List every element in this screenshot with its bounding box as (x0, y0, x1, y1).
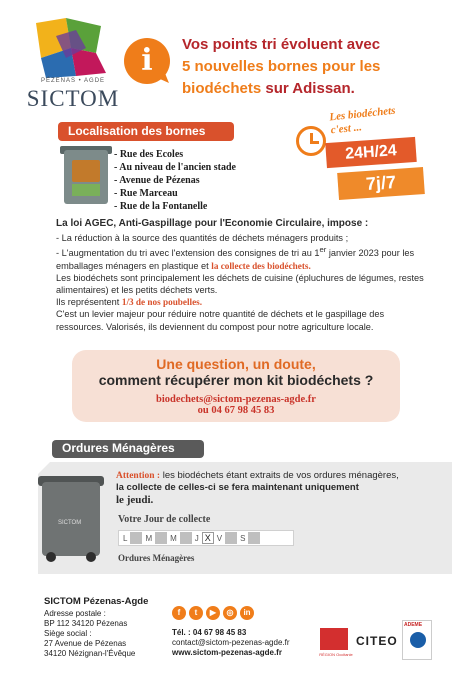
law-item-2: - L'augmentation du tri avec l'extension des consignes de tri au 1er janvier 2023 pour les emballages ménagers en plastique et la collecte des biodéchets. (56, 245, 415, 271)
localisation-title: Localisation des bornes (58, 122, 234, 141)
law-title: La loi AGEC, Anti-Gaspillage pour l'Economie Circulaire, impose : (56, 218, 369, 229)
attention-text: Attention : les biodéchets étant extraits de vos ordures ménagères, la collecte de celles-ci se fera maintenant uniquement le jeudi. (116, 470, 448, 506)
logo-name: SICTOM (26, 86, 120, 111)
street-item: - Rue Marceau (114, 188, 178, 199)
footer-address: Adresse postale : BP 112 34120 Pézenas Siège social : 27 Avenue de Pézenas 34120 Nézignan-l'Évêque (44, 609, 136, 658)
logo-subtitle: PÉZENAS • AGDE (40, 78, 106, 84)
question-line-2: comment récupérer mon kit biodéchets ? (98, 372, 374, 388)
question-line-1: Une question, un doute, (156, 356, 316, 372)
street-list (114, 148, 236, 213)
footer-title: SICTOM Pézenas-Agde (44, 596, 149, 607)
headline-line-2: 5 nouvelles bornes pour les (182, 58, 381, 75)
headline-biodechets: biodéchets (182, 80, 262, 97)
info-icon: i (124, 38, 170, 84)
law-paragraph-2: Ils représentent 1/3 de nos poubelles. (56, 297, 203, 308)
day-label: M (145, 533, 153, 543)
collection-day-grid (118, 530, 294, 546)
law-paragraph-3: C'est un levier majeur pour réduire notre quantité de déchets et le gaspillage des ressources. Valorisés, ils deviennent du compost pour notre agriculture locale. (56, 309, 385, 332)
law-text (56, 218, 428, 333)
ademe-logo-text: ADEME (404, 622, 423, 628)
day-box (225, 532, 237, 544)
street-item: - Au niveau de l'ancien stade (114, 162, 236, 173)
sictom-logo (18, 18, 128, 111)
day-box (130, 532, 142, 544)
headline (182, 34, 464, 100)
ademe-logo-mark-icon (410, 632, 426, 648)
bin-wheel-icon (86, 552, 96, 562)
headline-line-3: biodéchets sur Adissan. (182, 80, 355, 97)
region-occitanie-caption: RÉGION Occitanie (319, 652, 353, 657)
household-bin-image (42, 482, 100, 556)
footer-contact (172, 628, 290, 658)
street-item: - Avenue de Pézenas (114, 175, 200, 186)
footer-email-link[interactable]: contact@sictom-pezenas-agde.fr (172, 638, 290, 647)
household-bin-label: SICTOM (58, 520, 82, 526)
question-phone[interactable]: ou 04 67 98 45 83 (197, 405, 275, 416)
availability-label: Les biodéchets c'est ... (328, 104, 397, 137)
ordures-panel-corner (38, 462, 50, 474)
day-label: L (123, 533, 128, 543)
day-box (248, 532, 260, 544)
bin-wheel-icon (46, 552, 56, 562)
day-label: M (170, 533, 177, 543)
question-email-link[interactable]: biodechets@sictom-pezenas-agde.fr (156, 394, 316, 405)
social-links (172, 606, 254, 620)
linkedin-icon[interactable]: in (240, 606, 254, 620)
street-item: - Rue de la Fontanelle (114, 201, 208, 212)
question-box (72, 350, 400, 422)
footer-website-link[interactable]: www.sictom-pezenas-agde.fr (172, 648, 282, 657)
day-label: J (194, 533, 199, 543)
day-label: S (240, 533, 246, 543)
attention-label: Attention : (116, 471, 161, 481)
day-box-checked: X (202, 532, 214, 544)
day-box (180, 532, 192, 544)
facebook-icon[interactable]: f (172, 606, 186, 620)
citeo-logo: CITEO (356, 634, 398, 648)
ordures-title: Ordures Ménagères (52, 440, 204, 458)
law-paragraph-1: Les biodéchets sont principalement les déchets de cuisine (épluchures de légumes, restes alimentaires) et les petits déchets verts. (56, 272, 424, 296)
collection-day-title: Votre Jour de collecte (118, 514, 211, 525)
badge-7j: 7j/7 (337, 167, 425, 200)
day-label: V (216, 533, 223, 543)
region-occitanie-logo (320, 628, 348, 650)
collection-day: le jeudi. (116, 494, 154, 506)
clock-hand-minute (310, 141, 319, 144)
youtube-icon[interactable]: ▶ (206, 606, 220, 620)
badge-24h: 24H/24 (325, 137, 417, 168)
twitter-icon[interactable]: t (189, 606, 203, 620)
headline-line-1: Vos points tri évoluent avec (182, 36, 381, 53)
footer-phone[interactable]: Tél. : 04 67 98 45 83 (172, 628, 247, 637)
day-box (155, 532, 167, 544)
street-item: - Rue des Ecoles (114, 149, 184, 160)
logo-mark-icon (26, 18, 116, 78)
instagram-icon[interactable]: ◎ (223, 606, 237, 620)
collection-caption: Ordures Ménagères (118, 553, 195, 563)
law-item-1: - La réduction à la source des quantités de déchets ménagers produits ; (56, 233, 349, 244)
compost-bin-window (72, 160, 100, 182)
compost-bin-sticker (72, 184, 100, 196)
